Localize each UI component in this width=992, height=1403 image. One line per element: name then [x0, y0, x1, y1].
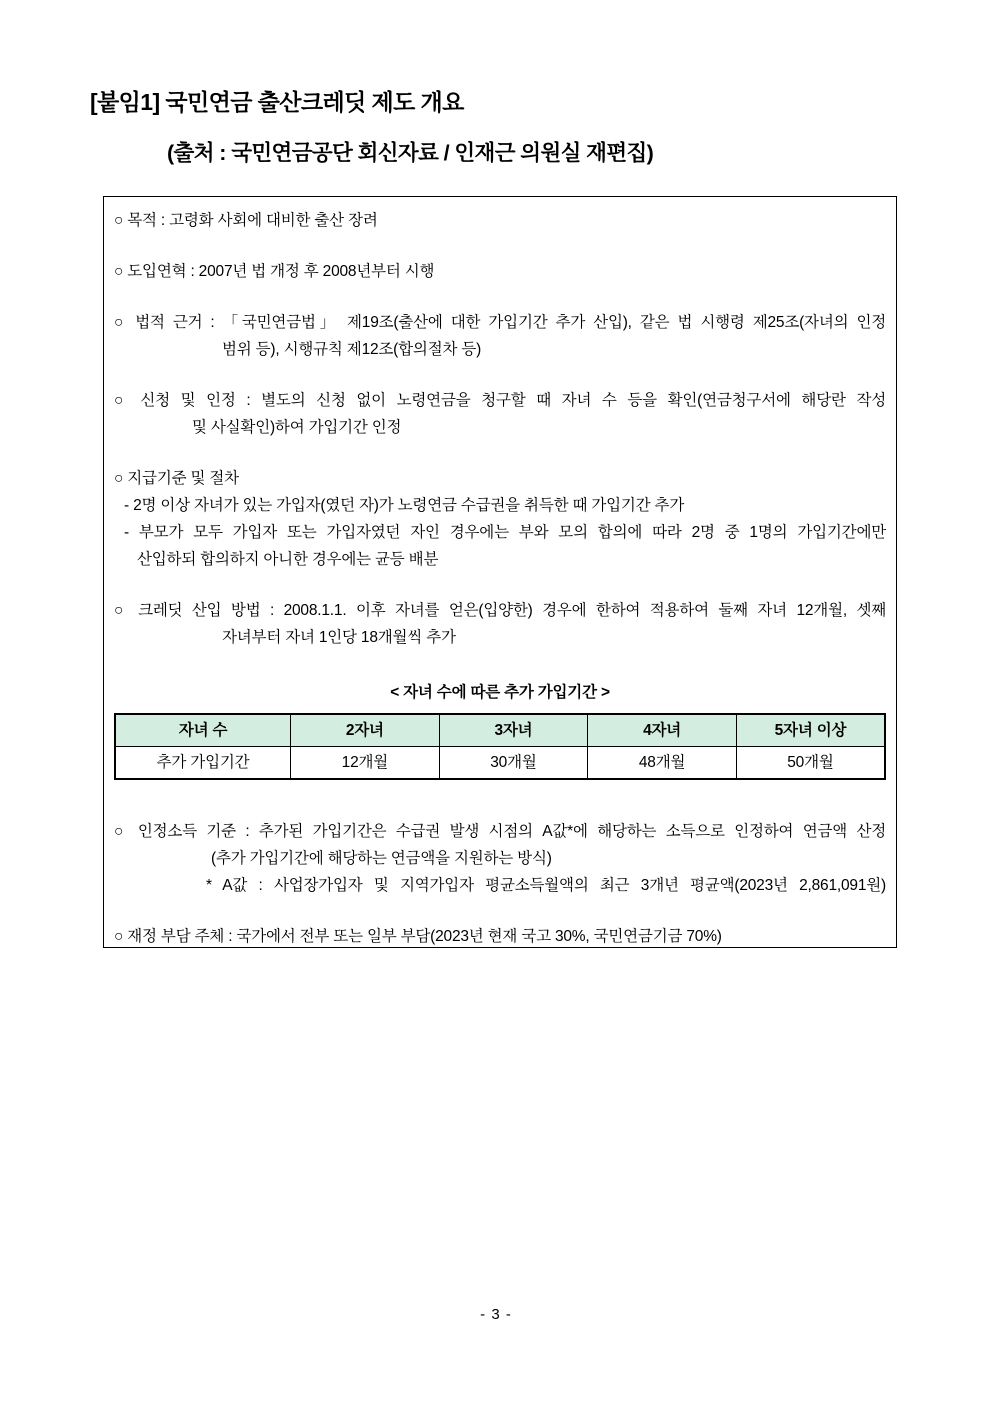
- bullet-item-purpose: [114, 207, 886, 234]
- table-cell: 50개월: [736, 747, 885, 780]
- content-box: [103, 196, 897, 948]
- bullet-item-funding: [114, 923, 886, 948]
- text-line: 범위 등), 시행규칙 제12조(합의절차 등): [222, 341, 482, 358]
- text-line: ○ 목적 : 고령화 사회에 대비한 출산 장려: [114, 212, 378, 229]
- text-line: ○ 법적 근거 : 「국민연금법」 제19조(출산에 대한 가입기간 추가 산입), 같은 법 시행령 제25조(자녀의 인정: [114, 314, 886, 331]
- text-line: (추가 가입기간에 해당하는 연금액을 지원하는 방식): [211, 850, 552, 867]
- page-subtitle: (출처 : 국민연금공단 회신자료 / 인재근 의원실 재편집): [167, 141, 654, 165]
- bullet-item-criteria: [114, 465, 886, 573]
- bullet-item-income-standard: [114, 818, 886, 899]
- table-title: < 자녀 수에 따른 추가 가입기간 >: [390, 684, 610, 701]
- table-cell: 30개월: [439, 747, 588, 780]
- text-line: ○ 지급기준 및 절차: [114, 470, 239, 487]
- page-number: - 3 -: [480, 1306, 512, 1323]
- table-header-row: [115, 714, 885, 747]
- text-line: - 2명 이상 자녀가 있는 가입자(였던 자)가 노령연금 수급권을 취득한 때 가입기간 추가: [124, 497, 685, 514]
- table-cell: 추가 가입기간: [115, 747, 291, 780]
- table-cell: 48개월: [588, 747, 737, 780]
- bullet-item-credit-method: [114, 597, 886, 651]
- bullet-item-legal-basis: [114, 309, 886, 363]
- table-header-cell: 5자녀 이상: [736, 714, 885, 747]
- bullet-item-application: [114, 387, 886, 441]
- children-credit-table: [114, 713, 886, 780]
- text-line: * A값 : 사업장가입자 및 지역가입자 평균소득월액의 최근 3개년 평균액(2023년 2,861,091원): [206, 877, 886, 894]
- table-header-cell: 자녀 수: [115, 714, 291, 747]
- page-title: [붙임1] 국민연금 출산크레딧 제도 개요: [90, 89, 464, 115]
- text-line: 산입하되 합의하지 아니한 경우에는 균등 배분: [137, 551, 439, 568]
- table-header-cell: 4자녀: [588, 714, 737, 747]
- table-cell: 12개월: [291, 747, 440, 780]
- text-line: ○ 크레딧 산입 방법 : 2008.1.1. 이후 자녀를 얻은(입양한) 경우에 한하여 적용하여 둘째 자녀 12개월, 셋째: [114, 602, 886, 619]
- table-row: [115, 747, 885, 780]
- text-line: ○ 도입연혁 : 2007년 법 개정 후 2008년부터 시행: [114, 263, 435, 280]
- text-line: ○ 인정소득 기준 : 추가된 가입기간은 수급권 발생 시점의 A값*에 해당하는 소득으로 인정하여 연금액 산정: [114, 823, 886, 840]
- text-line: ○ 재정 부담 주체 : 국가에서 전부 또는 일부 부담(2023년 현재 국고 30%, 국민연금기금 70%): [114, 928, 722, 945]
- text-line: ○ 신청 및 인정 : 별도의 신청 없이 노령연금을 청구할 때 자녀 수 등을 확인(연금청구서에 해당란 작성: [114, 392, 886, 409]
- table-header-cell: 2자녀: [291, 714, 440, 747]
- bullet-item-history: [114, 258, 886, 285]
- text-line: - 부모가 모두 가입자 또는 가입자였던 자인 경우에는 부와 모의 합의에 따라 2명 중 1명의 가입기간에만: [124, 524, 886, 541]
- table-header-cell: 3자녀: [439, 714, 588, 747]
- text-line: 자녀부터 자녀 1인당 18개월씩 추가: [222, 629, 456, 646]
- text-line: 및 사실확인)하여 가입기간 인정: [192, 419, 402, 436]
